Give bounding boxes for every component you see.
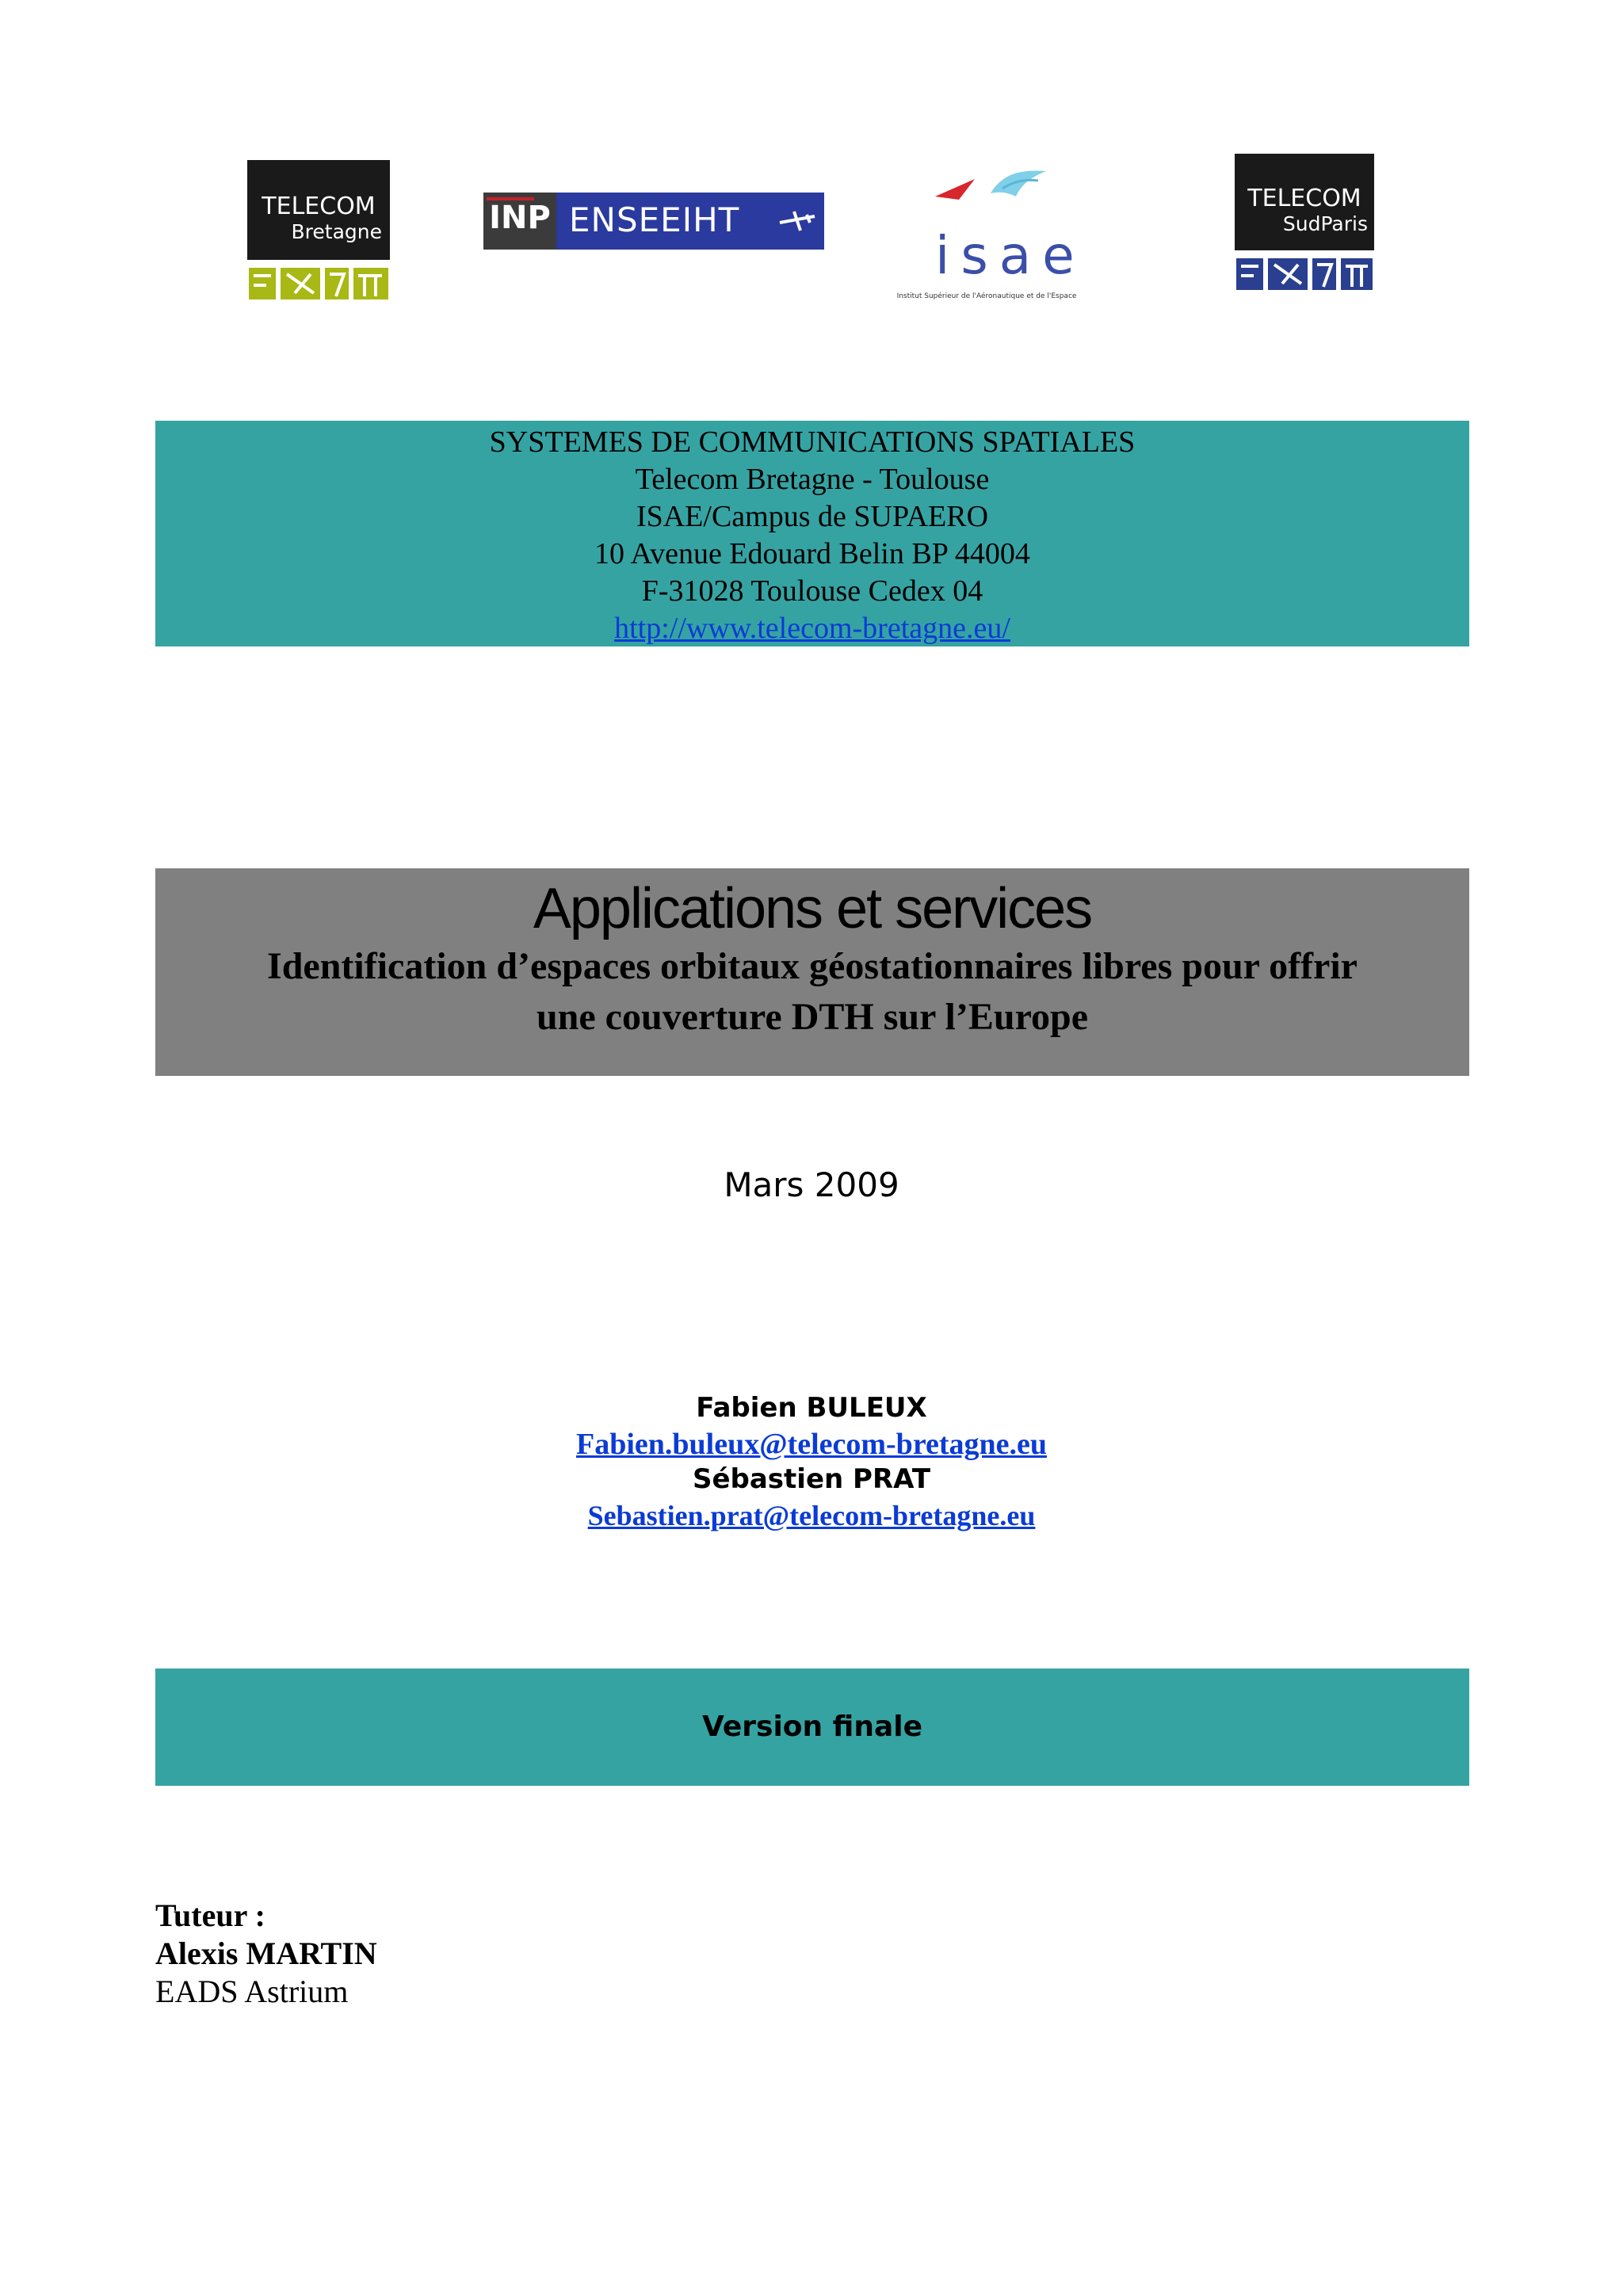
isae-bird-icon bbox=[927, 165, 1062, 228]
address-line-2: Telecom Bretagne - Toulouse bbox=[635, 463, 990, 496]
telecom-bretagne-logo-line1: TELECOM bbox=[262, 193, 376, 220]
version-band bbox=[155, 1669, 1469, 1786]
address-line-4: 10 Avenue Edouard Belin BP 44004 bbox=[594, 537, 1030, 570]
document-subtitle-line2: une couverture DTH sur l’Europe bbox=[536, 996, 1089, 1038]
document-date: Mars 2009 bbox=[724, 1165, 899, 1204]
telecom-sudparis-logo-line1: TELECOM bbox=[1247, 185, 1361, 212]
author-2-email-link[interactable]: Sebastien.prat@telecom-bretagne.eu bbox=[587, 1500, 1036, 1531]
isae-logo-text: isae bbox=[935, 225, 1086, 286]
author-1-email-link[interactable]: Fabien.buleux@telecom-bretagne.eu bbox=[575, 1428, 1048, 1461]
tutor-organization: EADS Astrium bbox=[155, 1974, 349, 2009]
isae-logo-subtitle: Institut Supérieur de l'Aéronautique et de l'Espace bbox=[896, 292, 1077, 300]
tutor-name: Alexis MARTIN bbox=[155, 1936, 377, 1971]
enseeiht-logo-text: ENSEEIHT bbox=[569, 200, 740, 239]
inp-enseeiht-logo bbox=[483, 193, 824, 250]
address-line-5: F-31028 Toulouse Cedex 04 bbox=[641, 574, 983, 608]
author-1-email bbox=[0, 1426, 1623, 1463]
tutor-label: Tuteur : bbox=[155, 1897, 265, 1933]
document-subtitle-line1: Identification d’espaces orbitaux géostationnaires libres pour offrir bbox=[267, 945, 1358, 987]
document-subtitle bbox=[155, 941, 1469, 1043]
telecom-sudparis-logo bbox=[1235, 154, 1374, 293]
address-line-1: SYSTEMES DE COMMUNICATIONS SPATIALES bbox=[489, 425, 1136, 459]
telecom-bretagne-logo bbox=[247, 160, 390, 303]
author-2-email bbox=[0, 1497, 1623, 1534]
telecom-bretagne-emblem-icon bbox=[247, 265, 390, 303]
author-1-name: Fabien BULEUX bbox=[696, 1392, 927, 1424]
address-line-3: ISAE/Campus de SUPAERO bbox=[636, 500, 989, 533]
address-band bbox=[155, 421, 1469, 646]
isae-logo bbox=[880, 165, 1094, 306]
document-title: Applications et services bbox=[533, 877, 1092, 940]
website-link[interactable]: http://www.telecom-bretagne.eu/ bbox=[614, 612, 1010, 645]
telecom-sudparis-emblem-icon bbox=[1235, 255, 1374, 293]
title-band bbox=[155, 868, 1469, 1076]
enseeiht-plane-icon bbox=[778, 207, 818, 235]
author-2-name: Sébastien PRAT bbox=[692, 1463, 931, 1495]
version-label: Version finale bbox=[701, 1711, 923, 1743]
address-link-row bbox=[155, 610, 1469, 647]
inp-logo-text: INP bbox=[489, 200, 551, 236]
telecom-bretagne-logo-line2: Bretagne bbox=[291, 220, 382, 243]
telecom-sudparis-logo-line2: SudParis bbox=[1282, 212, 1368, 235]
